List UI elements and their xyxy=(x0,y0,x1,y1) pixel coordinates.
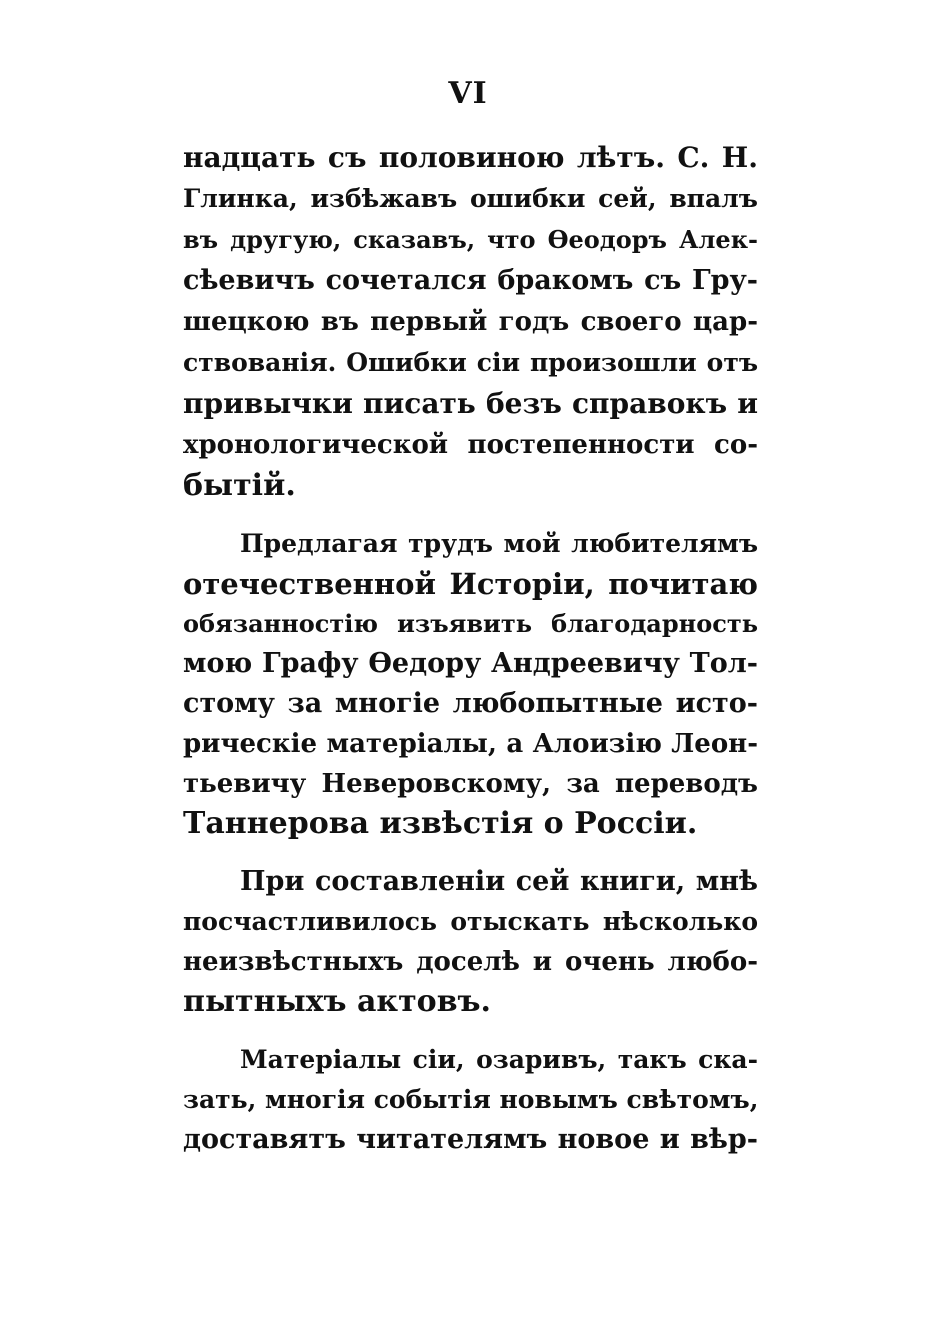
paragraph-4-line-1: Матеріалы сіи, озаривъ, такъ ска- xyxy=(240,1045,758,1074)
paragraph-1-line-3: въ другую, сказавъ, что Ѳеодоръ Алек- xyxy=(183,225,758,254)
paragraph-3-line-4: пытныхъ актовъ. xyxy=(183,984,491,1019)
paragraph-1-line-7: привычки писать безъ справокъ и xyxy=(183,387,758,420)
paragraph-2-line-1: Предлагая трудъ мой любителямъ xyxy=(240,529,758,558)
paragraph-1-line-4: сѣевичъ сочетался бракомъ съ Гру- xyxy=(183,265,758,296)
paragraph-3-line-1: При составленіи сей книги, мнѣ xyxy=(240,866,758,897)
paragraph-2-line-2: отечественной Исторіи, почитаю xyxy=(183,567,758,601)
paragraph-1-line-1: надцать съ половиною лѣтъ. С. Н. xyxy=(183,141,758,174)
paragraph-3-line-3: неизвѣстныхъ доселѣ и очень любо- xyxy=(183,947,758,977)
paragraph-1-line-8: хронологической постепенности со- xyxy=(183,430,758,460)
paragraph-2-line-5: стому за многіе любопытные исто- xyxy=(183,688,758,719)
paragraph-2-line-8: Таннерова извѣстія о Россіи. xyxy=(183,806,698,841)
paragraph-1-line-6: ствованія. Ошибки сіи произошли отъ xyxy=(183,348,758,377)
paragraph-2-line-6: рическіе матеріалы, а Алоизію Леон- xyxy=(183,729,758,759)
page-number: VI xyxy=(448,76,488,111)
paragraph-2-line-7: тьевичу Неверовскому, за переводъ xyxy=(183,769,758,799)
paragraph-3-line-2: посчастливилось отыскать нѣсколько xyxy=(183,907,758,936)
paragraph-2-line-3: обязанностію изъявить благодарность xyxy=(183,609,758,638)
paragraph-4-line-3: доставятъ читателямъ новое и вѣр- xyxy=(183,1124,758,1155)
paragraph-1-line-9: бытій. xyxy=(183,468,296,503)
paragraph-4-line-2: зать, многія событія новымъ свѣтомъ, xyxy=(183,1085,759,1114)
paragraph-1-line-2: Глинка, избѣжавъ ошибки сей, впалъ xyxy=(183,184,758,213)
paragraph-2-line-4: мою Графу Ѳедору Андреевичу Тол- xyxy=(183,648,758,679)
paragraph-1-line-5: шецкою въ первый годъ своего цар- xyxy=(183,307,758,337)
